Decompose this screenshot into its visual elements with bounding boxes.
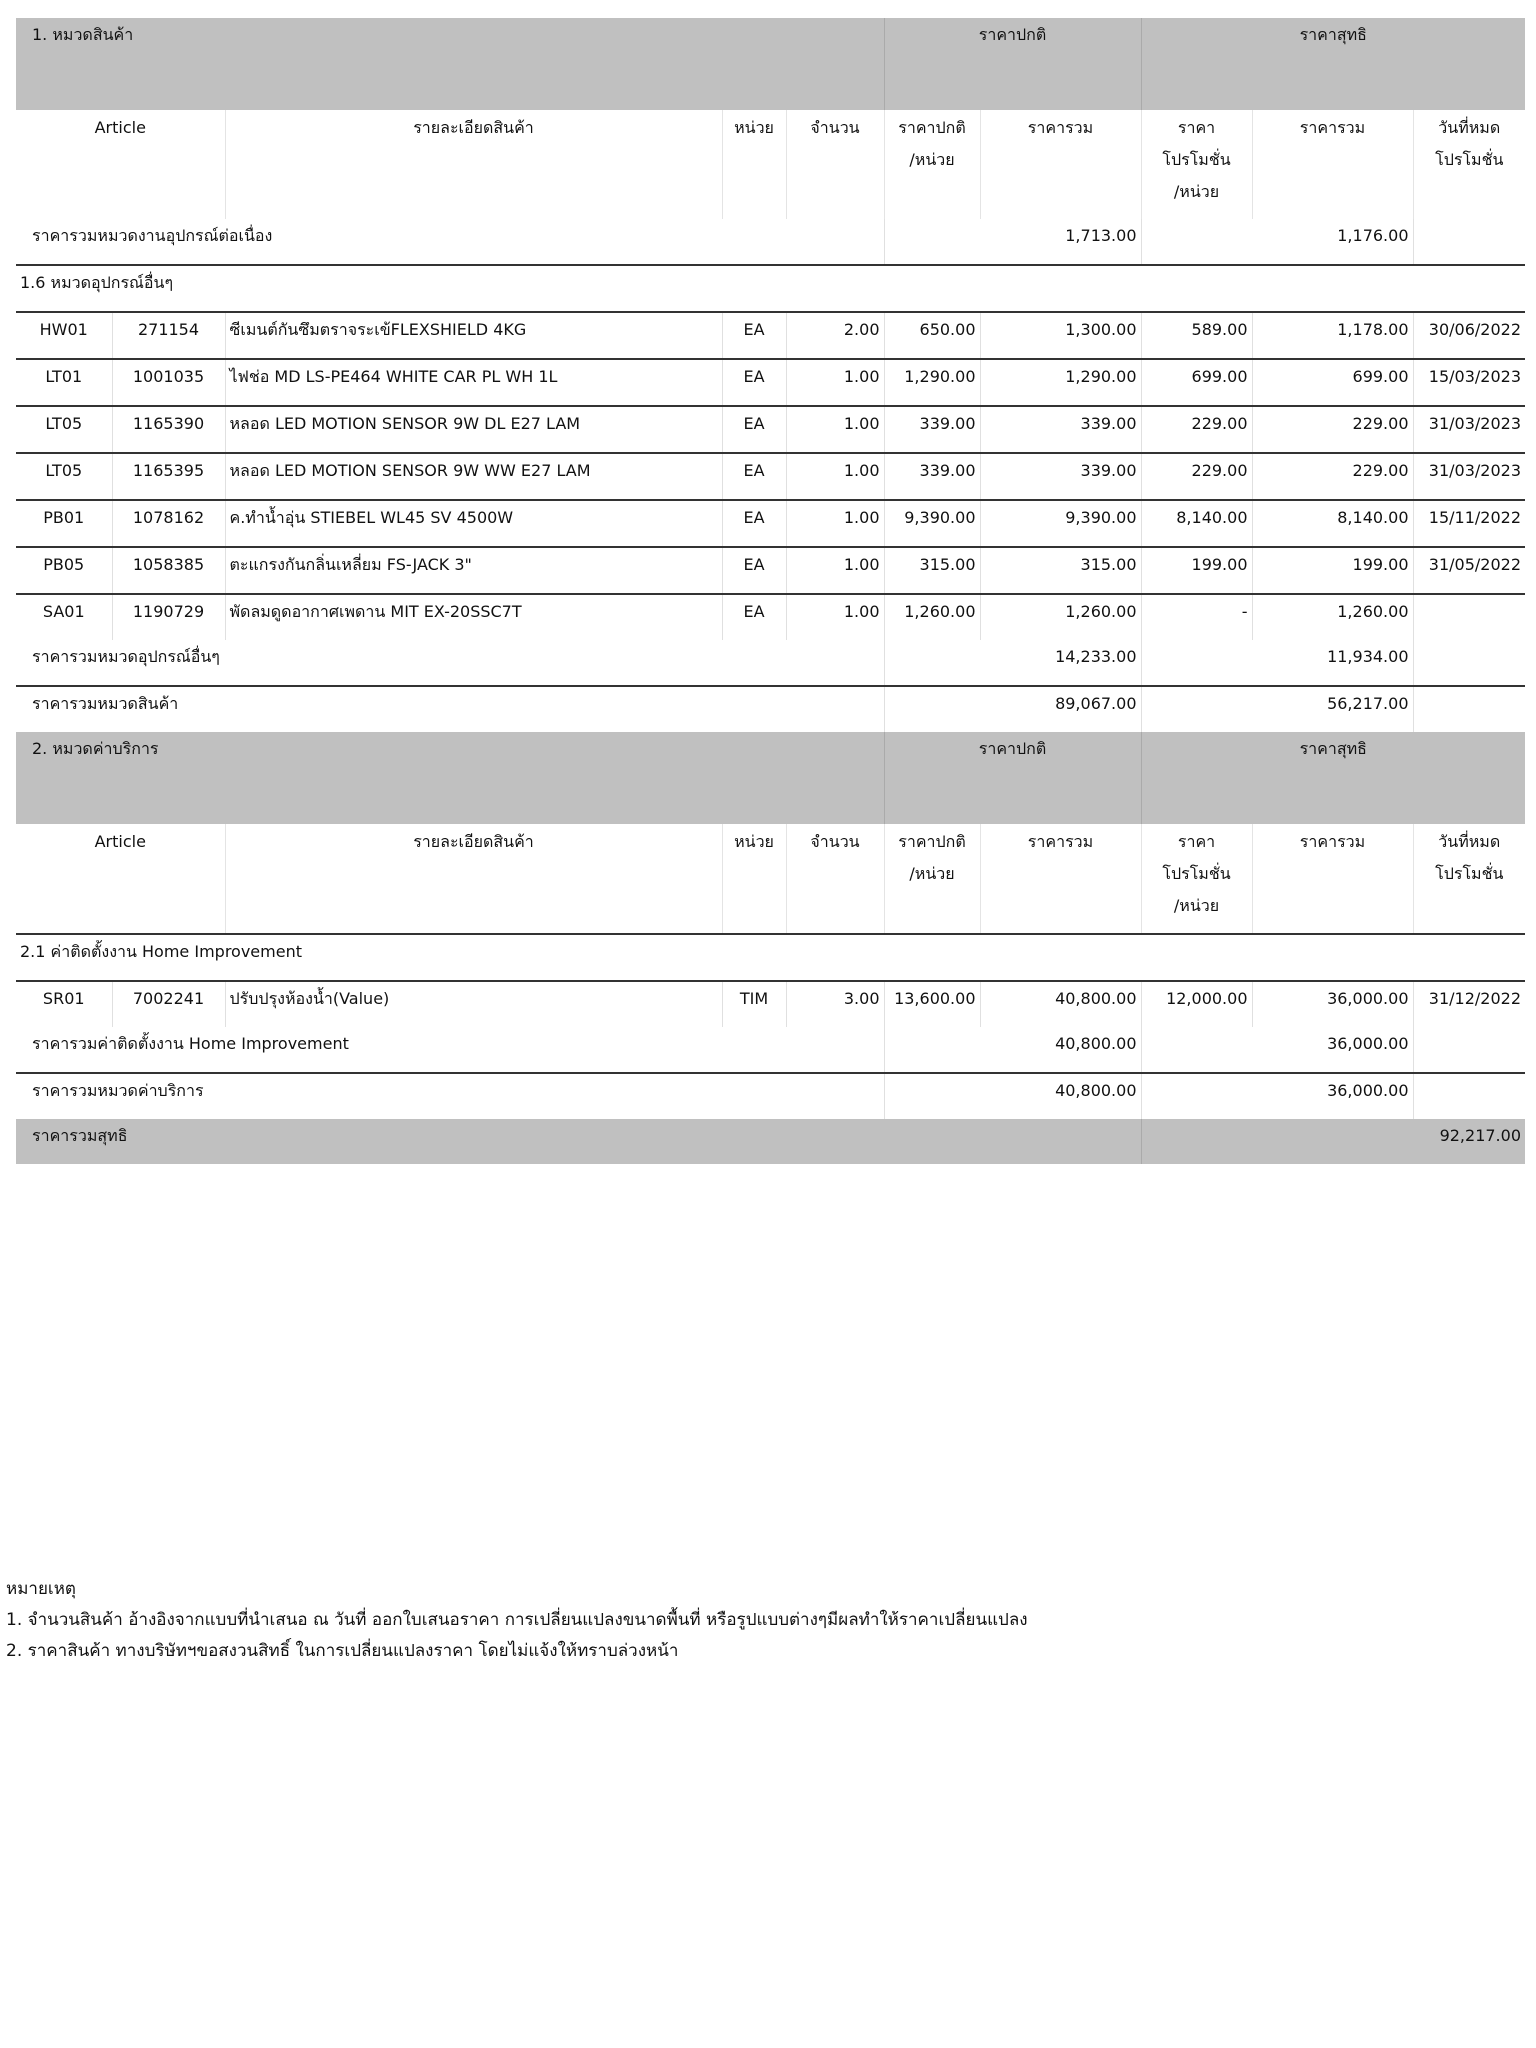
column-headers	[16, 824, 1525, 934]
col-price-unit	[884, 110, 980, 219]
header-line: ราคา	[1177, 118, 1216, 137]
header-line: โปรโมชั่น	[1162, 150, 1231, 169]
header-line: /หน่วย	[1173, 896, 1220, 915]
group-header	[16, 934, 1525, 981]
item-total: 339.00	[980, 453, 1141, 500]
cell	[1413, 686, 1525, 732]
cell	[1413, 219, 1525, 265]
item-code: PB05	[16, 547, 112, 594]
item-promo-price: 229.00	[1141, 453, 1252, 500]
item-price: 315.00	[884, 547, 980, 594]
item-article: 1001035	[112, 359, 225, 406]
col-description: รายละเอียดสินค้า	[225, 824, 722, 934]
item-promo-price: -	[1141, 594, 1252, 640]
section-header	[16, 732, 1525, 824]
note-line: 1. จำนวนสินค้า อ้างอิงจากแบบที่นำเสนอ ณ วันที่ ออกใบเสนอราคา การเปลี่ยนแปลงขนาดพื้นที่ หรือรูปแบบต่างๆมีผลทำให้ราคาเปลี่ยนแปลง	[6, 1610, 1028, 1630]
section-total-row	[16, 686, 1525, 732]
col-qty: จำนวน	[786, 824, 884, 934]
item-promo-end: 31/05/2022	[1413, 547, 1525, 594]
table-row	[16, 500, 1525, 547]
item-description: หลอด LED MOTION SENSOR 9W DL E27 LAM	[225, 406, 722, 453]
item-code: LT01	[16, 359, 112, 406]
item-description: ปรับปรุงห้องน้ำ(Value)	[225, 981, 722, 1027]
item-description: ไฟช่อ MD LS-PE464 WHITE CAR PL WH 1L	[225, 359, 722, 406]
item-code: SR01	[16, 981, 112, 1027]
header-line: ราคาปกติ	[898, 832, 966, 851]
section-header	[16, 18, 1525, 110]
table-row	[16, 312, 1525, 359]
item-unit: EA	[722, 312, 786, 359]
item-promo-price: 199.00	[1141, 547, 1252, 594]
subtotal-normal: 40,800.00	[1055, 1034, 1137, 1053]
col-qty: จำนวน	[786, 110, 884, 219]
notes	[6, 1574, 1028, 1667]
item-qty: 1.00	[786, 594, 884, 640]
header-line: โปรโมชั่น	[1162, 864, 1231, 883]
item-promo-end: 15/03/2023	[1413, 359, 1525, 406]
item-promo-end: 31/03/2023	[1413, 406, 1525, 453]
subtotal-net: 1,176.00	[1337, 226, 1409, 245]
header-line: ราคา	[1177, 832, 1216, 851]
col-promo-unit	[1141, 110, 1252, 219]
subtotal-net: 36,000.00	[1252, 1073, 1413, 1119]
item-description: ตะแกรงกันกลิ่นเหลี่ยม FS-JACK 3"	[225, 547, 722, 594]
net-price-header: ราคาสุทธิ	[1141, 732, 1525, 824]
item-article: 1165390	[112, 406, 225, 453]
subtotal-net: 56,217.00	[1252, 686, 1413, 732]
col-promo-end	[1413, 824, 1525, 934]
item-article: 1165395	[112, 453, 225, 500]
item-promo-price: 12,000.00	[1141, 981, 1252, 1027]
item-qty: 1.00	[786, 406, 884, 453]
header-line: /หน่วย	[1173, 182, 1220, 201]
item-unit: EA	[722, 500, 786, 547]
item-article: 1078162	[112, 500, 225, 547]
item-promo-total: 1,260.00	[1252, 594, 1413, 640]
item-price: 650.00	[884, 312, 980, 359]
cell	[1141, 1073, 1252, 1119]
item-article: 271154	[112, 312, 225, 359]
subtotal-label: ราคารวมหมวดสินค้า	[16, 686, 884, 732]
item-code: LT05	[16, 453, 112, 500]
cell	[884, 686, 980, 732]
item-qty: 2.00	[786, 312, 884, 359]
item-price: 1,290.00	[884, 359, 980, 406]
col-article: Article	[94, 832, 146, 851]
cell	[884, 1027, 980, 1073]
item-promo-price: 589.00	[1141, 312, 1252, 359]
item-unit: EA	[722, 547, 786, 594]
section-title: 2. หมวดค่าบริการ	[16, 732, 884, 824]
subtotal-label: ราคารวมหมวดงานอุปกรณ์ต่อเนื่อง	[32, 226, 273, 245]
item-promo-end: 31/03/2023	[1413, 453, 1525, 500]
item-description: หลอด LED MOTION SENSOR 9W WW E27 LAM	[225, 453, 722, 500]
column-headers	[16, 110, 1525, 219]
item-unit: EA	[722, 594, 786, 640]
header-line: /หน่วย	[909, 150, 955, 169]
item-promo-end: 15/11/2022	[1413, 500, 1525, 547]
item-promo-total: 36,000.00	[1252, 981, 1413, 1027]
col-description: รายละเอียดสินค้า	[225, 110, 722, 219]
item-promo-total: 229.00	[1252, 406, 1413, 453]
net-price-header: ราคาสุทธิ	[1141, 18, 1525, 110]
item-code: LT05	[16, 406, 112, 453]
table-row	[16, 453, 1525, 500]
table-row	[16, 359, 1525, 406]
cell	[884, 1073, 980, 1119]
item-promo-total: 8,140.00	[1252, 500, 1413, 547]
col-promo-total: ราคารวม	[1252, 824, 1413, 934]
group-title: 2.1 ค่าติดตั้งงาน Home Improvement	[16, 934, 1525, 981]
col-promo-unit	[1141, 824, 1252, 934]
table-row	[16, 594, 1525, 640]
item-total: 1,260.00	[980, 594, 1141, 640]
item-promo-end: 31/12/2022	[1413, 981, 1525, 1027]
item-description: พัดลมดูดอากาศเพดาน MIT EX-20SSC7T	[225, 594, 722, 640]
table-row	[16, 981, 1525, 1027]
subtotal-label: ราคารวมหมวดค่าบริการ	[16, 1073, 884, 1119]
item-promo-total: 1,178.00	[1252, 312, 1413, 359]
item-promo-price: 8,140.00	[1141, 500, 1252, 547]
subtotal-normal: 14,233.00	[1055, 647, 1137, 666]
item-unit: EA	[722, 359, 786, 406]
item-price: 1,260.00	[884, 594, 980, 640]
item-total: 1,300.00	[980, 312, 1141, 359]
grand-total-row	[16, 1119, 1525, 1164]
header-line: วันที่หมด	[1438, 118, 1501, 137]
section-total-row	[16, 1073, 1525, 1119]
notes-title: หมายเหตุ	[6, 1579, 76, 1599]
group-subtotal-row	[16, 1027, 1525, 1073]
group-title: 1.6 หมวดอุปกรณ์อื่นๆ	[16, 265, 1525, 312]
subtotal-label: ราคารวมหมวดอุปกรณ์อื่นๆ	[32, 647, 220, 666]
item-description: ค.ทำน้ำอุ่น STIEBEL WL45 SV 4500W	[225, 500, 722, 547]
prev-subtotal-row	[16, 219, 1525, 265]
item-promo-total: 699.00	[1252, 359, 1413, 406]
item-total: 40,800.00	[980, 981, 1141, 1027]
subtotal-normal: 1,713.00	[1065, 226, 1137, 245]
item-price: 9,390.00	[884, 500, 980, 547]
cell	[884, 640, 980, 686]
item-price: 339.00	[884, 406, 980, 453]
item-promo-price: 229.00	[1141, 406, 1252, 453]
item-unit: EA	[722, 406, 786, 453]
item-code: SA01	[16, 594, 112, 640]
item-total: 339.00	[980, 406, 1141, 453]
table-row	[16, 547, 1525, 594]
item-promo-total: 229.00	[1252, 453, 1413, 500]
item-qty: 1.00	[786, 547, 884, 594]
item-total: 9,390.00	[980, 500, 1141, 547]
item-article: 1190729	[112, 594, 225, 640]
note-line: 2. ราคาสินค้า ทางบริษัทฯขอสงวนสิทธิ์ ในการเปลี่ยนแปลงราคา โดยไม่แจ้งให้ทราบล่วงหน้า	[6, 1641, 679, 1661]
header-line: ราคาปกติ	[898, 118, 966, 137]
item-price: 339.00	[884, 453, 980, 500]
cell	[884, 219, 980, 265]
cell	[1141, 219, 1252, 265]
table-row	[16, 406, 1525, 453]
col-price-unit	[884, 824, 980, 934]
quotation-table	[16, 18, 1525, 1164]
header-line: โปรโมชั่น	[1435, 864, 1504, 883]
cell	[1141, 1027, 1252, 1073]
section-title: 1. หมวดสินค้า	[16, 18, 884, 110]
grand-total-label: ราคารวมสุทธิ	[16, 1119, 1141, 1164]
cell	[1141, 686, 1252, 732]
item-description: ซีเมนต์กันซึมตราจระเข้FLEXSHIELD 4KG	[225, 312, 722, 359]
grand-total-value: 92,217.00	[1141, 1119, 1525, 1164]
subtotal-label: ราคารวมค่าติดตั้งงาน Home Improvement	[32, 1034, 349, 1053]
col-unit: หน่วย	[722, 824, 786, 934]
item-qty: 1.00	[786, 453, 884, 500]
item-qty: 3.00	[786, 981, 884, 1027]
group-subtotal-row	[16, 640, 1525, 686]
item-promo-end	[1413, 594, 1525, 640]
col-promo-total: ราคารวม	[1252, 110, 1413, 219]
cell	[1413, 1027, 1525, 1073]
subtotal-net: 11,934.00	[1327, 647, 1409, 666]
item-promo-end: 30/06/2022	[1413, 312, 1525, 359]
item-code: HW01	[16, 312, 112, 359]
col-unit: หน่วย	[722, 110, 786, 219]
item-promo-total: 199.00	[1252, 547, 1413, 594]
item-unit: EA	[722, 453, 786, 500]
header-line: /หน่วย	[909, 864, 955, 883]
subtotal-normal: 89,067.00	[980, 686, 1141, 732]
col-total: ราคารวม	[980, 110, 1141, 219]
header-line: วันที่หมด	[1438, 832, 1501, 851]
col-article: Article	[94, 118, 146, 137]
cell	[1413, 1073, 1525, 1119]
normal-price-header: ราคาปกติ	[884, 18, 1141, 110]
item-price: 13,600.00	[884, 981, 980, 1027]
cell	[1141, 640, 1252, 686]
item-article: 1058385	[112, 547, 225, 594]
subtotal-net: 36,000.00	[1327, 1034, 1409, 1053]
subtotal-normal: 40,800.00	[980, 1073, 1141, 1119]
item-promo-price: 699.00	[1141, 359, 1252, 406]
item-total: 1,290.00	[980, 359, 1141, 406]
group-header	[16, 265, 1525, 312]
item-total: 315.00	[980, 547, 1141, 594]
item-unit: TIM	[722, 981, 786, 1027]
item-code: PB01	[16, 500, 112, 547]
cell	[1413, 640, 1525, 686]
header-line: โปรโมชั่น	[1435, 150, 1504, 169]
item-qty: 1.00	[786, 500, 884, 547]
item-article: 7002241	[112, 981, 225, 1027]
col-promo-end	[1413, 110, 1525, 219]
col-total: ราคารวม	[980, 824, 1141, 934]
normal-price-header: ราคาปกติ	[884, 732, 1141, 824]
item-qty: 1.00	[786, 359, 884, 406]
